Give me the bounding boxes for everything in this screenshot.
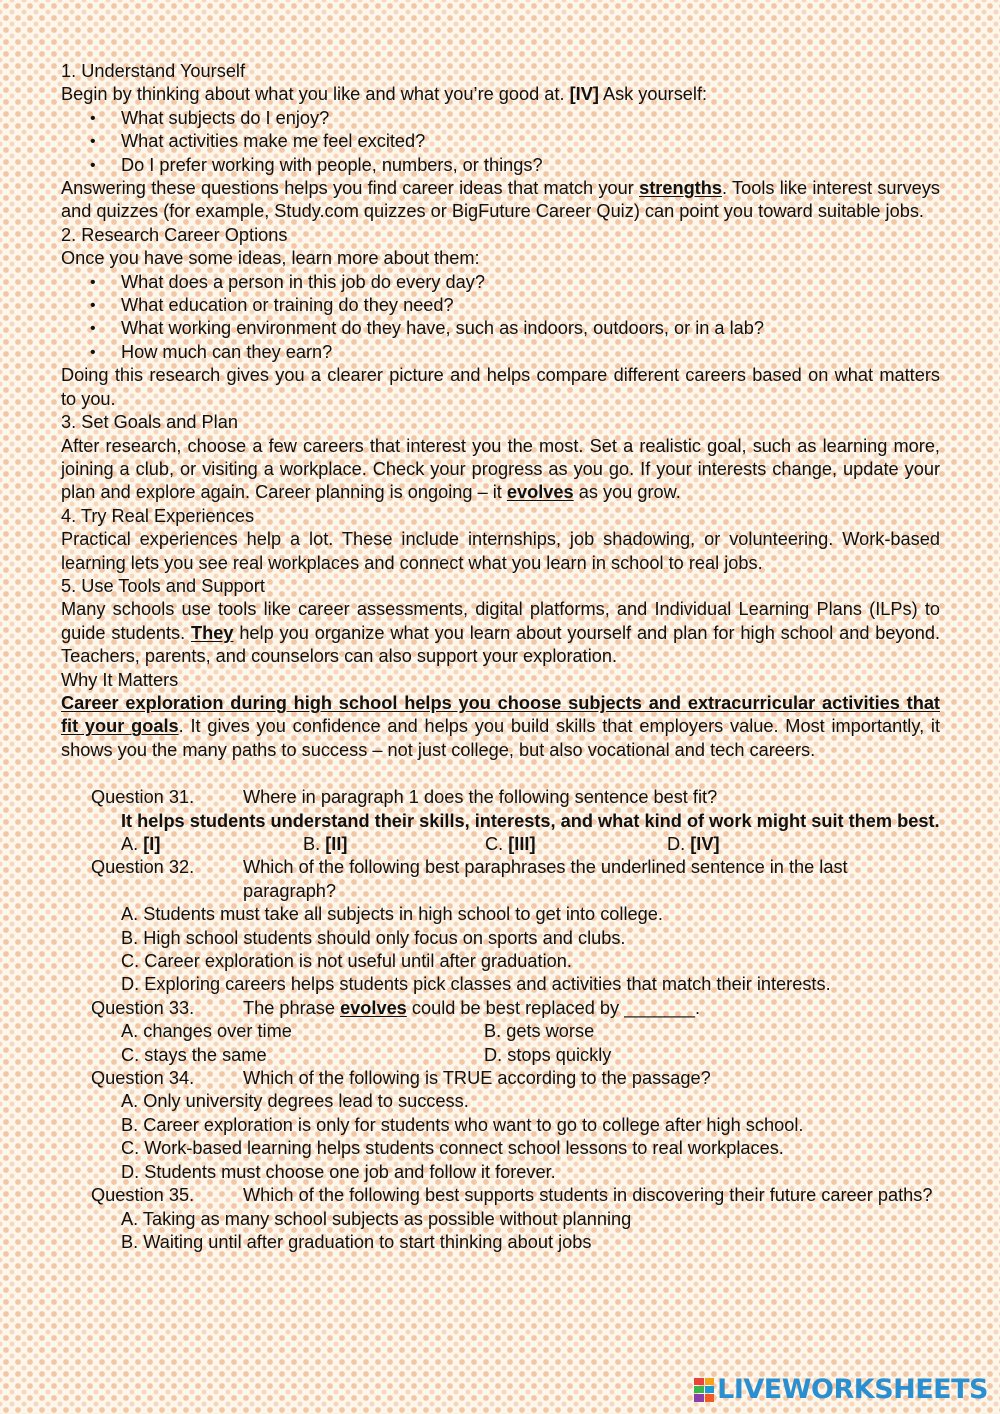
answer-options [91,833,940,856]
answer-option-d[interactable]: D. stops quickly [484,1044,612,1065]
section-1-bullets [61,107,940,177]
answer-option-c[interactable]: C. [III] [485,834,536,854]
section-3-body: After research, choose a few careers that interest you the most. Set a realistic goal, such as learning more, joining a club, or visiting a workplace. Check your progress as you go. If your interests change, update your plan and explore again. Career planning is ongoing – it evolves as you grow. [61,435,940,503]
logo-blocks-icon [694,1378,714,1402]
answer-option-c[interactable]: C. Career exploration is not useful until after graduation. [121,951,572,972]
answer-option-d[interactable]: D. Exploring careers helps students pick classes and activities that match their interests. [121,974,831,995]
question-number: Question 33. [91,997,195,1018]
question-34 [61,1067,940,1184]
section-6-body: Career exploration during high school helps you choose subjects and extracurricular activities that fit your goals. It gives you confidence and helps you build skills that employers value. Most importantly, it shows you the many paths to success – not just college, but also vocational and tech careers. [61,692,940,760]
list-item: • What does a person in this job do every day? [121,271,940,294]
section-5-title: 5. Use Tools and Support [61,575,265,596]
answer-option-a[interactable]: A. changes over time [121,1021,292,1042]
answer-option-b[interactable]: B. Waiting until after graduation to start thinking about jobs [121,1231,592,1252]
answer-option-b[interactable]: B. gets worse [484,1021,595,1042]
list-item: • How much can they earn? [121,341,940,364]
section-4-title: 4. Try Real Experiences [61,505,255,526]
section-5-body: Many schools use tools like career assessments, digital platforms, and Individual Learning Plans (ILPs) to guide students. They help you organize what you learn about yourself and plan for high school and beyond. Teachers, parents, and counselors can also support your exploration. [61,599,940,667]
question-text: Which of the following best supports students in discovering their future career paths? [243,1185,933,1206]
section-1-title: 1. Understand Yourself [61,61,246,81]
question-text: Which of the following is TRUE according to the passage? [243,1068,711,1089]
section-1-body: Answering these questions helps you find career ideas that match your strengths. Tools like interest surveys and quizzes (for example, Study.com quizzes or BigFuture Career Quiz) can point you toward suitable jobs. [61,178,940,222]
question-number: Question 34. [91,1068,195,1089]
answer-option-a[interactable]: A. [I] [121,834,161,854]
answer-option-b[interactable]: B. High school students should only focus on sports and clubs. [121,927,626,948]
question-35 [61,1184,940,1254]
answer-option-a[interactable]: A. Taking as many school subjects as possible without planning [121,1208,632,1229]
section-3-title: 3. Set Goals and Plan [61,412,238,433]
answer-option-b[interactable]: B. Career exploration is only for students who want to go to college after high school. [121,1114,804,1135]
answer-option-d[interactable]: D. Students must choose one job and follow it forever. [121,1161,556,1182]
list-item: • What activities make me feel excited? [121,130,940,153]
logo-text: LIVEWORKSHEETS [717,1374,988,1405]
section-2-bullets [61,271,940,365]
position-marker: [IV] [569,84,599,105]
underlined-sentence: Career exploration during high school helps you choose subjects and extracurricular activities that fit your goals [61,692,940,737]
answer-options [91,1020,940,1067]
answer-option-c[interactable]: C. stays the same [121,1044,267,1065]
highlight-word-evolves: evolves [340,997,407,1018]
answer-option-b[interactable]: B. [II] [303,834,348,854]
section-4-body: Practical experiences help a lot. These include internships, job shadowing, or volunteering. Work-based learning lets you see real workplaces and connect what you learn in school to real jobs. [61,529,940,573]
question-number: Question 35. [91,1185,195,1206]
question-32 [61,856,940,996]
list-item: • What subjects do I enjoy? [121,107,940,130]
list-item: • Do I prefer working with people, numbers, or things? [121,154,940,177]
question-text: The phrase evolves could be best replaced by _______. [243,997,701,1018]
section-1-intro: Begin by thinking about what you like and what you’re good at. [IV] Ask yourself: [61,84,708,105]
insert-sentence: It helps students understand their skills, interests, and what kind of work might suit them best. [121,810,940,831]
list-item: • What education or training do they need? [121,294,940,317]
question-33 [61,997,940,1067]
answer-option-c[interactable]: C. Work-based learning helps students connect school lessons to real workplaces. [121,1138,784,1159]
highlight-word-evolves: evolves [506,482,574,503]
answer-option-d[interactable]: D. [IV] [667,834,720,854]
question-text: Where in paragraph 1 does the following sentence best fit? [243,787,718,808]
list-item: • What working environment do they have, such as indoors, outdoors, or in a lab? [121,317,940,340]
section-2-title: 2. Research Career Options [61,224,288,245]
question-number: Question 31. [91,787,195,808]
section-2-body: Doing this research gives you a clearer picture and helps compare different careers based on what matters to you. [61,365,940,409]
question-number: Question 32. [91,857,195,878]
highlight-word-strengths: strengths [639,178,722,199]
answer-option-a[interactable]: A. Students must take all subjects in high school to get into college. [121,904,663,925]
answer-option-a[interactable]: A. Only university degrees lead to success. [121,1091,469,1112]
section-2-intro: Once you have some ideas, learn more about them: [61,248,480,269]
question-31 [61,786,940,856]
worksheet-page [61,60,940,1254]
question-text: Which of the following best paraphrases the underlined sentence in the last paragraph? [243,857,848,901]
liveworksheets-logo [694,1374,988,1405]
section-6-title: Why It Matters [61,669,179,690]
highlight-word-they: They [191,622,234,643]
